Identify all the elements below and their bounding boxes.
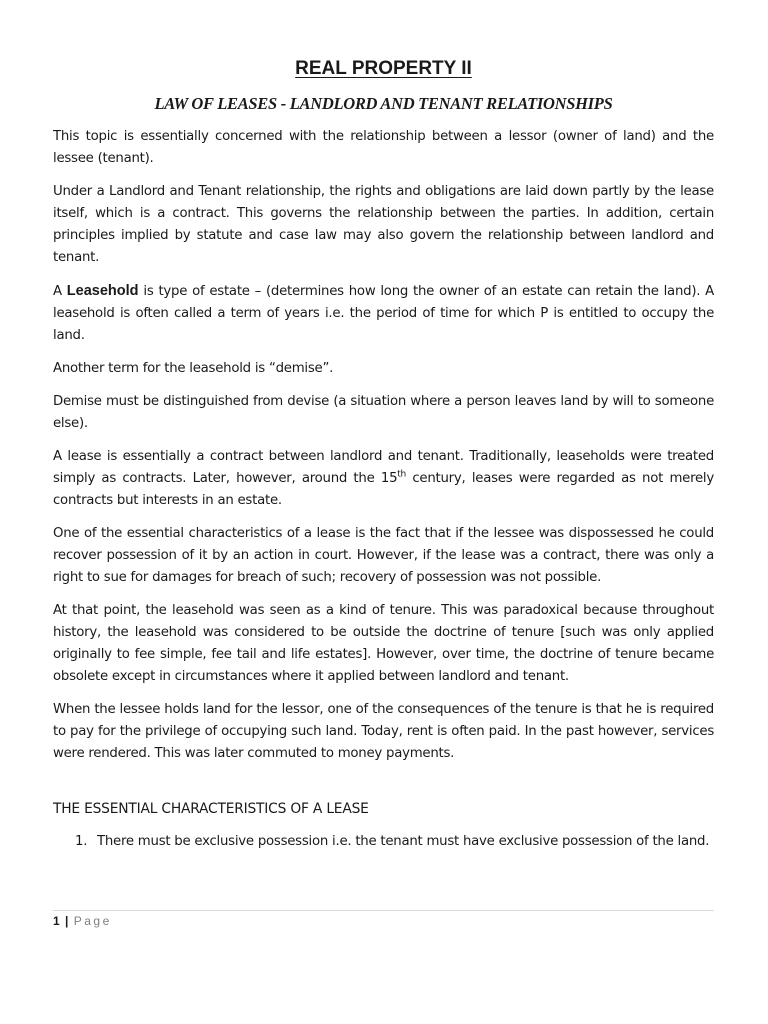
list-item	[53, 831, 714, 853]
paragraph-devise: Demise must be distinguished from devise (a situation where a person leaves land by will to someone else).	[53, 394, 714, 431]
paragraph-demise: Another term for the leasehold is “demise”.	[53, 361, 334, 376]
paragraph-tenure: At that point, the leasehold was seen as a kind of tenure. This was paradoxical because throughout history, the leasehold was considered to be outside the doctrine of tenure [such was only applied originally to fee simple, fee tail and life estates]. However, over time, the doctrine of tenure became obsolete except in circumstances where it applied between landlord and tenant.	[53, 603, 714, 684]
document-body	[53, 56, 714, 853]
paragraph-rent: When the lessee holds land for the lessor, one of the consequences of the tenure is that he is required to pay for the privilege of occupying such land. Today, rent is often paid. In the past however, services were rendered. This was later commuted to money payments.	[53, 702, 714, 761]
page-footer	[53, 911, 112, 931]
list-item-number: 1.	[75, 834, 88, 849]
paragraph-intro: This topic is essentially concerned with the relationship between a lessor (owner of land) and the lessee (tenant).	[53, 129, 714, 166]
section-heading: THE ESSENTIAL CHARACTERISTICS OF A LEASE	[53, 801, 369, 817]
paragraph-leasehold	[53, 280, 714, 347]
paragraph-landlord-tenant: Under a Landlord and Tenant relationship, the rights and obligations are laid down partly by the lease itself, which is a contract. This governs the relationship between the parties. In addition, certain principles implied by statute and case law may also govern the relationship between landlord and tenant.	[53, 184, 714, 265]
leasehold-prefix: A	[53, 284, 67, 299]
lease-contract-text-a: A lease is essentially a contract between landlord and tenant. Traditionally, leaseholds were treated simply as contracts. Later, however, around the 15	[53, 449, 714, 486]
characteristics-list	[53, 831, 714, 853]
footer-divider	[53, 910, 714, 911]
document-title: REAL PROPERTY II	[295, 58, 472, 79]
document-subtitle: LAW OF LEASES - LANDLORD AND TENANT RELATIONSHIPS	[154, 94, 613, 113]
list-item-text: There must be exclusive possession i.e. the tenant must have exclusive possession of the land.	[97, 834, 710, 849]
ordinal-suffix: th	[397, 469, 407, 480]
paragraph-dispossession: One of the essential characteristics of a lease is the fact that if the lessee was dispossessed he could recover possession of it by an action in court. However, if the lease was a contract, there was only a right to sue for damages for breach of such; recovery of possession was not possible.	[53, 526, 714, 585]
page-number: 1	[53, 914, 60, 928]
leasehold-definition: is type of estate – (determines how long the owner of an estate can retain the land). A leasehold is often called a term of years i.e. the period of time for which P is entitled to occupy the land.	[53, 284, 715, 343]
paragraph-lease-contract	[53, 446, 714, 512]
page-separator: |	[65, 914, 69, 928]
page-label: Page	[73, 914, 112, 928]
leasehold-term: Leasehold	[66, 283, 139, 299]
lease-contract-text-b: century, leases were regarded as not merely contracts but interests in an estate.	[53, 471, 714, 508]
